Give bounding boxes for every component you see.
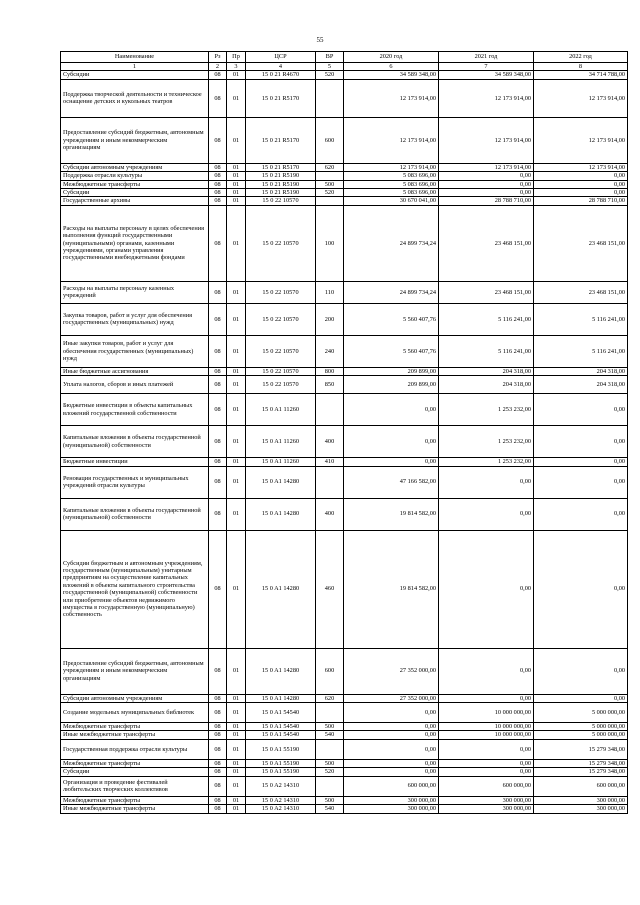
row-pr: 01 (227, 768, 246, 776)
row-vr: 460 (316, 530, 344, 648)
row-amount-2022: 0,00 (534, 394, 628, 426)
row-csr: 15 0 22 10570 (246, 197, 316, 205)
row-rz: 08 (209, 117, 227, 163)
row-name: Межбюджетные трансферты (61, 180, 209, 188)
row-amount-2021: 5 116 241,00 (439, 303, 534, 335)
row-rz: 08 (209, 776, 227, 796)
row-amount-2020: 27 352 000,00 (344, 694, 439, 702)
row-amount-2022: 0,00 (534, 189, 628, 197)
header-csr: ЦСР (246, 52, 316, 63)
row-rz: 08 (209, 376, 227, 394)
row-amount-2021: 0,00 (439, 189, 534, 197)
row-name: Субсидии автономным учреждениям (61, 163, 209, 171)
row-pr: 01 (227, 189, 246, 197)
row-csr: 15 0 A1 54540 (246, 703, 316, 723)
row-rz: 08 (209, 71, 227, 79)
row-csr: 15 0 A1 14280 (246, 648, 316, 694)
row-csr: 15 0 21 R5170 (246, 117, 316, 163)
row-pr: 01 (227, 197, 246, 205)
row-amount-2020: 300 000,00 (344, 796, 439, 804)
row-amount-2022: 23 468 151,00 (534, 281, 628, 303)
row-amount-2020: 0,00 (344, 759, 439, 767)
row-amount-2021: 0,00 (439, 694, 534, 702)
row-amount-2021: 12 173 914,00 (439, 163, 534, 171)
row-vr: 500 (316, 759, 344, 767)
row-amount-2022: 300 000,00 (534, 796, 628, 804)
row-name: Субсидии автономным учреждениям (61, 694, 209, 702)
row-pr: 01 (227, 723, 246, 731)
header-row (61, 52, 628, 63)
row-amount-2020: 0,00 (344, 723, 439, 731)
row-pr: 01 (227, 731, 246, 739)
row-amount-2021: 204 318,00 (439, 367, 534, 375)
row-amount-2022: 5 000 000,00 (534, 723, 628, 731)
row-vr: 850 (316, 376, 344, 394)
row-pr: 01 (227, 180, 246, 188)
row-amount-2022: 0,00 (534, 466, 628, 498)
table-row (61, 303, 628, 335)
table-row (61, 731, 628, 739)
row-vr: 410 (316, 458, 344, 466)
row-amount-2020: 5 083 696,00 (344, 189, 439, 197)
row-vr: 240 (316, 335, 344, 367)
row-pr: 01 (227, 376, 246, 394)
row-vr: 500 (316, 796, 344, 804)
table-row (61, 466, 628, 498)
row-pr: 01 (227, 694, 246, 702)
row-vr: 540 (316, 805, 344, 813)
row-amount-2022: 15 279 348,00 (534, 759, 628, 767)
row-amount-2021: 0,00 (439, 172, 534, 180)
row-rz: 08 (209, 394, 227, 426)
row-csr: 15 0 22 10570 (246, 376, 316, 394)
row-name: Реновация государственных и муниципальных учреждений отрасли культуры (61, 466, 209, 498)
row-vr: 520 (316, 71, 344, 79)
row-amount-2020: 0,00 (344, 768, 439, 776)
row-amount-2020: 0,00 (344, 394, 439, 426)
row-csr: 15 0 A2 14310 (246, 796, 316, 804)
row-amount-2022: 12 173 914,00 (534, 79, 628, 117)
row-amount-2020: 47 166 582,00 (344, 466, 439, 498)
row-amount-2022: 0,00 (534, 172, 628, 180)
row-amount-2020: 30 670 041,00 (344, 197, 439, 205)
row-vr: 800 (316, 367, 344, 375)
row-amount-2022: 5 116 241,00 (534, 335, 628, 367)
row-csr: 15 0 A1 55190 (246, 759, 316, 767)
row-pr: 01 (227, 805, 246, 813)
row-amount-2020: 5 083 696,00 (344, 172, 439, 180)
row-amount-2022: 0,00 (534, 648, 628, 694)
row-csr: 15 0 A1 55190 (246, 768, 316, 776)
row-amount-2021: 0,00 (439, 498, 534, 530)
row-amount-2020: 27 352 000,00 (344, 648, 439, 694)
row-pr: 01 (227, 498, 246, 530)
row-vr: 400 (316, 426, 344, 458)
row-amount-2020: 5 560 407,76 (344, 335, 439, 367)
row-csr: 15 0 21 R5190 (246, 189, 316, 197)
row-rz: 08 (209, 367, 227, 375)
row-name: Государственная поддержка отрасли культуры (61, 739, 209, 759)
row-pr: 01 (227, 466, 246, 498)
row-amount-2022: 15 279 348,00 (534, 768, 628, 776)
row-name: Закупка товаров, работ и услуг для обеспечения государственных (муниципальных) нужд (61, 303, 209, 335)
table-row (61, 335, 628, 367)
row-amount-2020: 24 899 734,24 (344, 205, 439, 281)
row-rz: 08 (209, 498, 227, 530)
table-row (61, 71, 628, 79)
row-csr: 15 0 22 10570 (246, 303, 316, 335)
row-rz: 08 (209, 426, 227, 458)
row-csr: 15 0 21 R5170 (246, 79, 316, 117)
row-amount-2021: 0,00 (439, 759, 534, 767)
row-rz: 08 (209, 458, 227, 466)
row-amount-2020: 600 000,00 (344, 776, 439, 796)
row-amount-2020: 19 814 582,00 (344, 498, 439, 530)
row-csr: 15 0 A1 54540 (246, 731, 316, 739)
row-pr: 01 (227, 739, 246, 759)
row-vr: 620 (316, 694, 344, 702)
row-csr: 15 0 A1 11260 (246, 426, 316, 458)
row-name: Бюджетные инвестиции в объекты капитальных вложений государственной собственности (61, 394, 209, 426)
row-amount-2022: 12 173 914,00 (534, 163, 628, 171)
row-amount-2022: 5 000 000,00 (534, 731, 628, 739)
row-name: Субсидии бюджетным и автономным учреждениям, государственным (муниципальным) унитарным предприятиям на осуществление капитальных вложений в объекты капитального строительства государственной (муниципальной) собственности или приобретение объектов недвижимого имущества в государственную (муниципальную) собственность (61, 530, 209, 648)
row-name: Субсидии (61, 768, 209, 776)
header-2021: 2021 год (439, 52, 534, 63)
row-amount-2022: 5 116 241,00 (534, 303, 628, 335)
row-amount-2020: 5 560 407,76 (344, 303, 439, 335)
row-pr: 01 (227, 426, 246, 458)
row-amount-2021: 1 253 232,00 (439, 426, 534, 458)
row-amount-2021: 10 000 000,00 (439, 723, 534, 731)
row-rz: 08 (209, 335, 227, 367)
row-pr: 01 (227, 335, 246, 367)
row-name: Создание модельных муниципальных библиотек (61, 703, 209, 723)
row-amount-2021: 5 116 241,00 (439, 335, 534, 367)
row-amount-2020: 19 814 582,00 (344, 530, 439, 648)
row-csr: 15 0 A1 11260 (246, 394, 316, 426)
table-row (61, 117, 628, 163)
row-vr (316, 79, 344, 117)
row-vr: 500 (316, 723, 344, 731)
row-rz: 08 (209, 303, 227, 335)
column-number: 1 (61, 63, 209, 71)
row-amount-2022: 12 173 914,00 (534, 117, 628, 163)
table-row (61, 768, 628, 776)
row-name: Поддержка творческой деятельности и техническое оснащение детских и кукольных театров (61, 79, 209, 117)
row-csr: 15 0 21 R5170 (246, 163, 316, 171)
row-vr: 100 (316, 205, 344, 281)
row-name: Иные межбюджетные трансферты (61, 805, 209, 813)
row-rz: 08 (209, 796, 227, 804)
row-csr: 15 0 A2 14310 (246, 805, 316, 813)
row-csr: 15 0 A1 55190 (246, 739, 316, 759)
table-row (61, 163, 628, 171)
row-amount-2022: 0,00 (534, 180, 628, 188)
table-row (61, 703, 628, 723)
row-amount-2021: 12 173 914,00 (439, 117, 534, 163)
row-pr: 01 (227, 703, 246, 723)
row-name: Субсидии (61, 189, 209, 197)
row-amount-2020: 24 899 734,24 (344, 281, 439, 303)
row-name: Иные бюджетные ассигнования (61, 367, 209, 375)
row-amount-2020: 0,00 (344, 731, 439, 739)
row-pr: 01 (227, 79, 246, 117)
row-pr: 01 (227, 530, 246, 648)
row-rz: 08 (209, 180, 227, 188)
row-vr: 500 (316, 180, 344, 188)
row-amount-2022: 0,00 (534, 498, 628, 530)
row-vr (316, 739, 344, 759)
table-row (61, 805, 628, 813)
row-rz: 08 (209, 281, 227, 303)
column-number: 8 (534, 63, 628, 71)
row-vr: 540 (316, 731, 344, 739)
row-rz: 08 (209, 805, 227, 813)
row-name: Государственные архивы (61, 197, 209, 205)
row-pr: 01 (227, 648, 246, 694)
row-name: Межбюджетные трансферты (61, 723, 209, 731)
row-name: Иные межбюджетные трансферты (61, 731, 209, 739)
row-name: Межбюджетные трансферты (61, 796, 209, 804)
column-number: 2 (209, 63, 227, 71)
row-vr (316, 466, 344, 498)
table-row (61, 281, 628, 303)
row-amount-2020: 12 173 914,00 (344, 79, 439, 117)
row-pr: 01 (227, 281, 246, 303)
row-amount-2021: 1 253 232,00 (439, 458, 534, 466)
row-vr: 620 (316, 163, 344, 171)
row-name: Уплата налогов, сборов и иных платежей (61, 376, 209, 394)
row-vr (316, 172, 344, 180)
row-vr (316, 197, 344, 205)
row-csr: 15 0 21 R5190 (246, 180, 316, 188)
row-amount-2020: 0,00 (344, 458, 439, 466)
row-amount-2020: 0,00 (344, 426, 439, 458)
row-name: Предоставление субсидий бюджетным, автономным учреждениям и иным некоммерческим организациям (61, 648, 209, 694)
row-amount-2022: 15 279 348,00 (534, 739, 628, 759)
row-amount-2020: 0,00 (344, 703, 439, 723)
row-amount-2022: 204 318,00 (534, 367, 628, 375)
row-amount-2021: 1 253 232,00 (439, 394, 534, 426)
row-vr: 600 (316, 117, 344, 163)
row-rz: 08 (209, 189, 227, 197)
row-name: Организация и проведение фестивалей любительских творческих коллективов (61, 776, 209, 796)
column-number: 4 (246, 63, 316, 71)
row-csr: 15 0 A1 54540 (246, 723, 316, 731)
header-2022: 2022 год (534, 52, 628, 63)
row-amount-2020: 34 589 348,00 (344, 71, 439, 79)
row-amount-2021: 0,00 (439, 466, 534, 498)
table-row (61, 189, 628, 197)
row-amount-2022: 28 788 710,00 (534, 197, 628, 205)
row-rz: 08 (209, 768, 227, 776)
table-row (61, 197, 628, 205)
row-rz: 08 (209, 205, 227, 281)
column-number: 6 (344, 63, 439, 71)
row-vr: 600 (316, 648, 344, 694)
row-csr: 15 0 A1 14280 (246, 530, 316, 648)
row-vr (316, 394, 344, 426)
table-row (61, 796, 628, 804)
row-name: Капитальные вложения в объекты государственной (муниципальной) собственности (61, 498, 209, 530)
row-name: Субсидии (61, 71, 209, 79)
row-amount-2022: 5 000 000,00 (534, 703, 628, 723)
row-csr: 15 0 A1 14280 (246, 694, 316, 702)
header-2020: 2020 год (344, 52, 439, 63)
table-row (61, 458, 628, 466)
row-amount-2021: 600 000,00 (439, 776, 534, 796)
row-pr: 01 (227, 205, 246, 281)
table-row (61, 648, 628, 694)
row-amount-2022: 0,00 (534, 426, 628, 458)
row-amount-2020: 5 083 696,00 (344, 180, 439, 188)
row-name: Межбюджетные трансферты (61, 759, 209, 767)
table-row (61, 79, 628, 117)
row-pr: 01 (227, 71, 246, 79)
row-pr: 01 (227, 796, 246, 804)
row-amount-2021: 0,00 (439, 648, 534, 694)
row-amount-2022: 23 468 151,00 (534, 205, 628, 281)
table-row (61, 205, 628, 281)
table-row (61, 172, 628, 180)
row-csr: 15 0 A1 14280 (246, 466, 316, 498)
table-row (61, 367, 628, 375)
page-number: 55 (316, 36, 324, 44)
row-pr: 01 (227, 172, 246, 180)
row-amount-2021: 300 000,00 (439, 796, 534, 804)
row-csr: 15 0 21 R5190 (246, 172, 316, 180)
row-csr: 15 0 A2 14310 (246, 776, 316, 796)
row-amount-2021: 28 788 710,00 (439, 197, 534, 205)
table-row (61, 530, 628, 648)
table-row (61, 723, 628, 731)
row-csr: 15 0 21 R4670 (246, 71, 316, 79)
table-row (61, 759, 628, 767)
row-amount-2021: 34 589 348,00 (439, 71, 534, 79)
table-row (61, 776, 628, 796)
row-amount-2021: 300 000,00 (439, 805, 534, 813)
row-amount-2020: 209 899,00 (344, 367, 439, 375)
table-row (61, 394, 628, 426)
row-amount-2021: 10 000 000,00 (439, 703, 534, 723)
row-rz: 08 (209, 466, 227, 498)
row-pr: 01 (227, 117, 246, 163)
row-vr: 520 (316, 189, 344, 197)
table-row (61, 694, 628, 702)
row-csr: 15 0 A1 14280 (246, 498, 316, 530)
row-pr: 01 (227, 367, 246, 375)
row-pr: 01 (227, 776, 246, 796)
row-rz: 08 (209, 731, 227, 739)
column-number: 7 (439, 63, 534, 71)
row-csr: 15 0 22 10570 (246, 335, 316, 367)
row-amount-2021: 23 468 151,00 (439, 281, 534, 303)
row-amount-2022: 600 000,00 (534, 776, 628, 796)
row-vr: 400 (316, 498, 344, 530)
row-amount-2022: 0,00 (534, 694, 628, 702)
row-amount-2021: 204 318,00 (439, 376, 534, 394)
row-vr: 110 (316, 281, 344, 303)
column-number: 5 (316, 63, 344, 71)
row-amount-2021: 0,00 (439, 180, 534, 188)
header-pr: Пр (227, 52, 246, 63)
row-vr (316, 776, 344, 796)
row-amount-2021: 0,00 (439, 768, 534, 776)
row-amount-2021: 12 173 914,00 (439, 79, 534, 117)
row-rz: 08 (209, 723, 227, 731)
row-csr: 15 0 22 10570 (246, 367, 316, 375)
row-rz: 08 (209, 163, 227, 171)
header-vr: ВР (316, 52, 344, 63)
column-number-row (61, 63, 628, 71)
row-name: Капитальные вложения в объекты государственной (муниципальной) собственности (61, 426, 209, 458)
row-csr: 15 0 22 10570 (246, 281, 316, 303)
budget-table (60, 51, 628, 814)
row-rz: 08 (209, 530, 227, 648)
row-rz: 08 (209, 197, 227, 205)
row-pr: 01 (227, 458, 246, 466)
row-name: Расходы на выплаты персоналу в целях обеспечения выполнения функций государственными (муниципальными) органами, казенными учреждениями, органами управления государственными внебюджетными фондами (61, 205, 209, 281)
row-name: Предоставление субсидий бюджетным, автономным учреждениям и иным некоммерческим организациям (61, 117, 209, 163)
row-rz: 08 (209, 694, 227, 702)
row-amount-2022: 0,00 (534, 530, 628, 648)
row-csr: 15 0 22 10570 (246, 205, 316, 281)
row-amount-2022: 34 714 788,00 (534, 71, 628, 79)
row-amount-2021: 0,00 (439, 739, 534, 759)
row-rz: 08 (209, 739, 227, 759)
row-amount-2020: 209 899,00 (344, 376, 439, 394)
row-vr: 520 (316, 768, 344, 776)
row-amount-2022: 0,00 (534, 458, 628, 466)
row-pr: 01 (227, 759, 246, 767)
row-amount-2021: 23 468 151,00 (439, 205, 534, 281)
row-amount-2021: 0,00 (439, 530, 534, 648)
row-vr: 200 (316, 303, 344, 335)
row-amount-2021: 10 000 000,00 (439, 731, 534, 739)
table-row (61, 498, 628, 530)
row-name: Поддержка отрасли культуры (61, 172, 209, 180)
row-amount-2020: 0,00 (344, 739, 439, 759)
row-amount-2020: 300 000,00 (344, 805, 439, 813)
row-name: Иные закупки товаров, работ и услуг для обеспечения государственных (муниципальных) нужд (61, 335, 209, 367)
row-amount-2020: 12 173 914,00 (344, 117, 439, 163)
row-pr: 01 (227, 303, 246, 335)
row-pr: 01 (227, 163, 246, 171)
row-csr: 15 0 A1 11260 (246, 458, 316, 466)
row-vr (316, 703, 344, 723)
row-pr: 01 (227, 394, 246, 426)
row-amount-2022: 204 318,00 (534, 376, 628, 394)
row-rz: 08 (209, 79, 227, 117)
row-amount-2020: 12 173 914,00 (344, 163, 439, 171)
table-row (61, 180, 628, 188)
row-rz: 08 (209, 759, 227, 767)
row-rz: 08 (209, 172, 227, 180)
row-name: Расходы на выплаты персоналу казенных учреждений (61, 281, 209, 303)
column-number: 3 (227, 63, 246, 71)
row-rz: 08 (209, 703, 227, 723)
header-name: Наименование (61, 52, 209, 63)
header-rz: Рз (209, 52, 227, 63)
row-amount-2022: 300 000,00 (534, 805, 628, 813)
table-row (61, 376, 628, 394)
row-name: Бюджетные инвестиции (61, 458, 209, 466)
table-row (61, 739, 628, 759)
table-row (61, 426, 628, 458)
row-rz: 08 (209, 648, 227, 694)
